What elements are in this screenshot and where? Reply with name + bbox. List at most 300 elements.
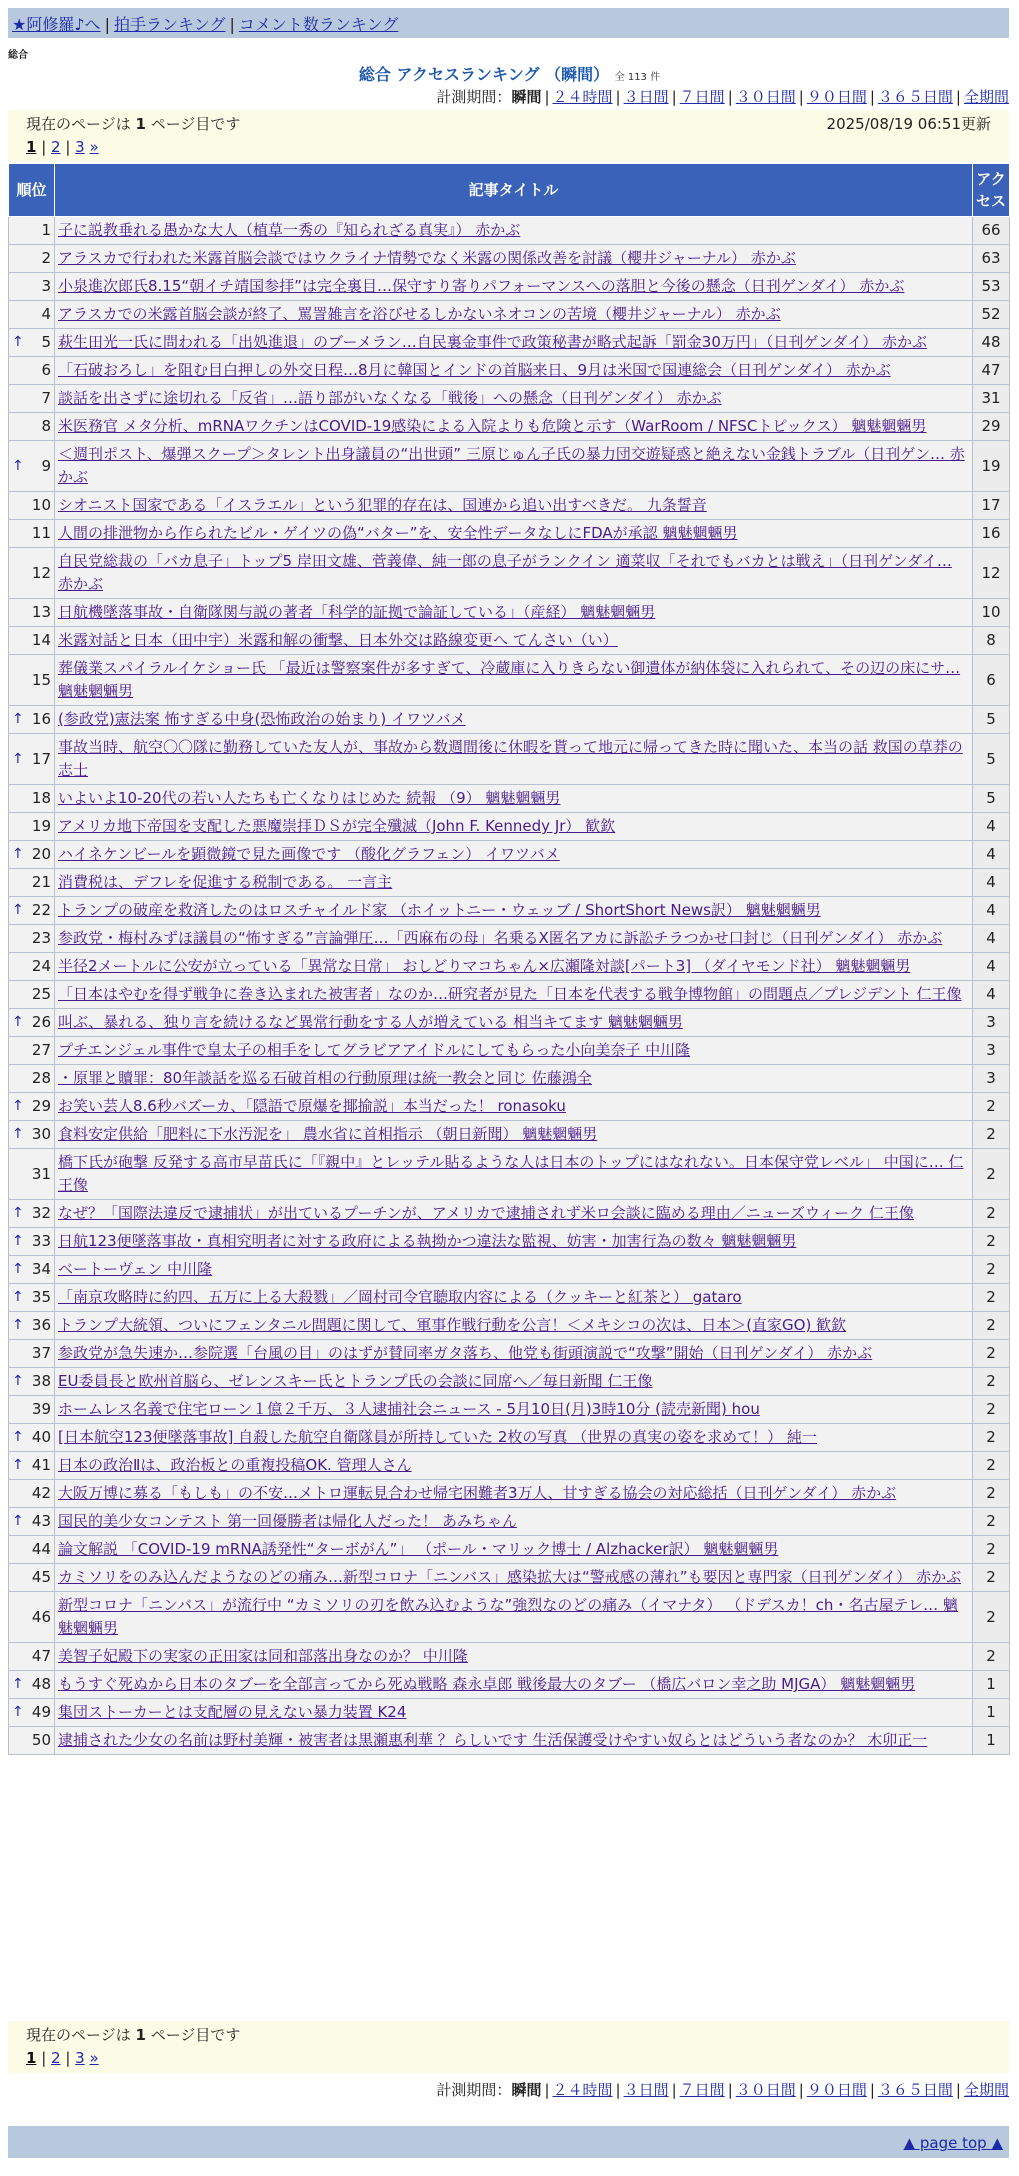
article-link[interactable]: 食料安定供給「肥料に下水汚泥を」 農水省に首相指示 （朝日新聞） 魑魅魍魎男 (58, 1125, 598, 1143)
title-cell (55, 813, 973, 841)
period-separator: | (955, 2081, 961, 2099)
access-count: 3 (973, 1009, 1010, 1037)
period-link[interactable]: ９０日間 (806, 2081, 867, 2099)
title-cell (55, 785, 973, 813)
rank-number: 11 (31, 524, 51, 542)
access-count: 10 (973, 599, 1010, 627)
rank-cell (9, 441, 55, 492)
rank-up-arrow-icon: ↑ (12, 1261, 24, 1277)
title-cell (55, 1508, 973, 1536)
pagination (26, 2049, 991, 2067)
access-count: 4 (973, 841, 1010, 869)
title-cell (55, 655, 973, 706)
rank-cell (9, 1368, 55, 1396)
access-count: 4 (973, 925, 1010, 953)
rank-number: 34 (31, 1260, 51, 1278)
rank-up-arrow-icon: ↑ (12, 334, 24, 350)
pagination-page-link[interactable]: 3 (75, 138, 85, 156)
period-separator: | (798, 88, 804, 106)
article-link[interactable]: 消費税は、デフレを促進する税制である。 一言主 (58, 873, 393, 891)
rank-up-arrow-icon: ↑ (12, 1704, 24, 1720)
rank-cell (9, 785, 55, 813)
access-count: 4 (973, 897, 1010, 925)
rank-cell (9, 301, 55, 329)
table-row (9, 734, 1010, 785)
rank-cell (9, 1200, 55, 1228)
nav-separator: | (104, 15, 110, 34)
article-link[interactable]: 逮捕された少女の名前は野村美輝・被害者は黒瀬惠利華 ？らしいです 生活保護受けやすい奴らとはどういう者なのか？ 木卯正一 (58, 1731, 928, 1749)
period-link[interactable]: ３６５日間 (877, 88, 953, 106)
period-separator: | (727, 88, 733, 106)
comment-ranking-link[interactable]: コメント数ランキング (238, 15, 399, 34)
table-row (9, 1671, 1010, 1699)
current-page-number: 1 (135, 115, 146, 133)
updated-timestamp: 2025/08/19 06:51更新 (826, 115, 991, 133)
nav-separator: | (229, 15, 235, 34)
table-row (9, 841, 1010, 869)
rank-cell (9, 1480, 55, 1508)
access-column-header: アクセス (973, 164, 1010, 217)
article-link[interactable]: 米露対話と日本（田中宇）米露和解の衝撃、日本外交は路線変更へ てんさい（い） (58, 631, 618, 649)
title-cell (55, 357, 973, 385)
table-row (9, 217, 1010, 245)
rank-up-arrow-icon: ↑ (12, 711, 24, 727)
access-count: 19 (973, 441, 1010, 492)
article-link[interactable]: 葬儀業スパイラルイケショー氏 「最近は警察案件が多すぎて、冷蔵庫に入りきらない御遺体が納体袋に入れられて、その辺の床にサ… 魑魅魍魎男 (58, 659, 961, 700)
table-row (9, 1093, 1010, 1121)
table-row (9, 273, 1010, 301)
article-link[interactable]: ベートーヴェン 中川隆 (58, 1260, 213, 1278)
article-link[interactable]: 「日本はやむを得ず戦争に巻き込まれた被害者」なのか…研究者が見た「日本を代表する戦争博物館」の問題点／プレジデント 仁王像 (58, 985, 962, 1003)
rank-number: 1 (41, 221, 51, 239)
access-count: 2 (973, 1312, 1010, 1340)
rank-number: 26 (31, 1013, 51, 1031)
rank-number: 47 (31, 1647, 51, 1665)
article-link[interactable]: [日本航空123便墜落事故] 自殺した航空自衛隊員が所持していた 2枚の写真 （世界の真実の姿を求めて！） 純一 (58, 1428, 817, 1446)
period-link[interactable]: ３日間 (623, 88, 669, 106)
rank-cell (9, 1727, 55, 1755)
article-link[interactable]: 談話を出さずに途切れる「反省」…語り部がいなくなる「戦後」への懸念（日刊ゲンダイ） 赤かぶ (58, 389, 722, 407)
current-page-number: 1 (135, 2026, 146, 2044)
rank-number: 14 (31, 631, 51, 649)
rank-number: 46 (31, 1607, 51, 1626)
rank-number: 35 (31, 1288, 51, 1306)
rank-number: 16 (31, 710, 51, 728)
article-link[interactable]: 子に説教垂れる愚かな大人（植草一秀の『知られざる真実』） 赤かぶ (58, 221, 521, 239)
rank-number: 28 (31, 1069, 51, 1087)
article-link[interactable]: トランプの破産を救済したのはロスチャイルド家 （ホイットニー・ウェッブ / ShortShort News訳） 魑魅魍魎男 (58, 901, 821, 919)
access-count: 2 (973, 1121, 1010, 1149)
article-link[interactable]: ホームレス名義で住宅ローン１億２千万、３人逮捕社会ニュース - 5月10日(月)3時10分 (読売新聞) hou (58, 1400, 760, 1418)
title-cell (55, 1564, 973, 1592)
period-link[interactable]: 全期間 (963, 2081, 1009, 2099)
rank-number: 9 (41, 456, 51, 475)
title-cell (55, 245, 973, 273)
rank-number: 36 (31, 1316, 51, 1334)
rank-up-arrow-icon: ↑ (12, 1233, 24, 1249)
title-cell (55, 599, 973, 627)
rank-up-arrow-icon: ↑ (12, 1289, 24, 1305)
rank-number: 32 (31, 1204, 51, 1222)
title-cell (55, 1312, 973, 1340)
title-cell (55, 841, 973, 869)
title-cell (55, 925, 973, 953)
page-info-bottom (8, 2021, 1009, 2073)
table-row (9, 301, 1010, 329)
rank-number: 31 (31, 1164, 51, 1183)
article-link[interactable]: 新型コロナ「ニンバス」が流行中 “カミソリの刃を飲み込むような”強烈なのどの痛み（イマナタ） （ドデスカ！ch・名古屋テレ… 魑魅魍魎男 (58, 1596, 958, 1637)
article-link[interactable]: (参政党)憲法案 怖すぎる中身(恐怖政治の始まり) イワツバメ (58, 710, 466, 728)
title-cell (55, 706, 973, 734)
rank-cell (9, 953, 55, 981)
footer-bar (8, 2126, 1009, 2158)
table-row (9, 1396, 1010, 1424)
title-cell (55, 1149, 973, 1200)
rank-number: 23 (31, 929, 51, 947)
table-row (9, 1699, 1010, 1727)
rank-number: 39 (31, 1400, 51, 1418)
article-link[interactable]: 日航123便墜落事故・真相究明者に対する政府による執拗かつ違法な監視、妨害・加害行為の数々 魑魅魍魎男 (58, 1232, 797, 1250)
period-link[interactable]: ９０日間 (806, 88, 867, 106)
rank-number: 12 (31, 563, 51, 582)
top-navigation-bar (8, 8, 1009, 38)
access-count: 4 (973, 869, 1010, 897)
article-link[interactable]: アラスカでの米露首脳会談が終了、罵詈雑言を浴びせるしかないネオコンの苦境（櫻井ジャーナル） 赤かぶ (58, 305, 781, 323)
period-current: 瞬間 (511, 2081, 542, 2099)
period-link[interactable]: ２４時間 (552, 2081, 613, 2099)
access-count: 3 (973, 1037, 1010, 1065)
title-cell (55, 1536, 973, 1564)
category-label: 総合 (8, 50, 28, 61)
rank-column-header: 順位 (9, 164, 55, 217)
period-separator: | (869, 2081, 875, 2099)
access-count: 2 (973, 1564, 1010, 1592)
article-link[interactable]: ・原罪と贖罪：80年談話を巡る石破首相の行動原理は統一教会と同じ 佐藤鴻全 (58, 1069, 592, 1087)
title-column-header: 記事タイトル (55, 164, 973, 217)
rank-cell (9, 1592, 55, 1643)
rank-number: 18 (31, 789, 51, 807)
table-row (9, 1149, 1010, 1200)
rank-cell (9, 1149, 55, 1200)
period-link[interactable]: ３日間 (623, 2081, 669, 2099)
access-count: 2 (973, 1643, 1010, 1671)
table-row (9, 520, 1010, 548)
access-count: 2 (973, 1093, 1010, 1121)
title-cell (55, 1200, 973, 1228)
title-cell (55, 413, 973, 441)
table-row (9, 1592, 1010, 1643)
article-link[interactable]: 橋下氏が砲撃 反発する高市早苗氏に「『親中』とレッテル貼るような人は日本のトップにはなれない。日本保守党レベル」 中国に… 仁王像 (58, 1153, 964, 1194)
rank-number: 7 (41, 389, 51, 407)
access-count: 47 (973, 357, 1010, 385)
article-link[interactable]: 事故当時、航空〇〇隊に勤務していた友人が、事故から数週間後に休暇を貰って地元に帰ってきた時に聞いた、本当の話 救国の草莽の志士 (58, 738, 963, 779)
title-cell (55, 1592, 973, 1643)
period-separator: | (544, 88, 550, 106)
rank-number: 30 (31, 1125, 51, 1143)
table-row (9, 1564, 1010, 1592)
page-status-row (26, 113, 991, 134)
rank-number: 4 (41, 305, 51, 323)
pagination-page-link[interactable]: 2 (51, 2049, 61, 2067)
article-link[interactable]: 小泉進次郎氏8.15“朝イチ靖国参拝”は完全裏目…保守すり寄りパフォーマンスへの落胆と今後の懸念（日刊ゲンダイ） 赤かぶ (58, 277, 905, 295)
access-count: 2 (973, 1396, 1010, 1424)
table-row (9, 785, 1010, 813)
period-separator: | (615, 88, 621, 106)
access-count: 4 (973, 813, 1010, 841)
access-count: 5 (973, 785, 1010, 813)
page-top-link[interactable]: ▲ page top ▲ (903, 2134, 1003, 2152)
rank-cell (9, 492, 55, 520)
article-link[interactable]: 「南京攻略時に約四、五万に上る大殺戮」／岡村司令官聴取内容による（クッキーと紅茶と） gataro (58, 1288, 742, 1306)
table-row (9, 1121, 1010, 1149)
period-link[interactable]: ３０日間 (735, 88, 796, 106)
rank-number: 13 (31, 603, 51, 621)
table-row (9, 655, 1010, 706)
rank-cell (9, 1536, 55, 1564)
pagination-separator: | (36, 2049, 52, 2067)
access-count: 8 (973, 627, 1010, 655)
rank-up-arrow-icon: ↑ (12, 1317, 24, 1333)
table-row (9, 953, 1010, 981)
rank-cell (9, 1037, 55, 1065)
rank-cell (9, 981, 55, 1009)
article-link[interactable]: 日本の政治Ⅱは、政治板との重複投稿OK. 管理人さん (58, 1456, 412, 1474)
table-row (9, 1424, 1010, 1452)
article-link[interactable]: 論文解説 「COVID-19 mRNA誘発性“ターボがん”」 （ポール・マリック博士 / Alzhacker訳） 魑魅魍魎男 (58, 1540, 779, 1558)
table-row (9, 981, 1010, 1009)
title-cell (55, 1368, 973, 1396)
rank-number: 33 (31, 1232, 51, 1250)
title-cell (55, 217, 973, 245)
article-link[interactable]: 日航機墜落事故・自衛隊関与説の著者「科学的証拠で論証している」（産経） 魑魅魍魎男 (58, 603, 656, 621)
rank-up-arrow-icon: ↑ (12, 846, 24, 862)
rank-cell (9, 1093, 55, 1121)
title-cell (55, 548, 973, 599)
table-row (9, 1368, 1010, 1396)
period-separator: | (955, 88, 961, 106)
article-link[interactable]: 美智子妃殿下の実家の正田家は同和部落出身なのか？ 中川隆 (58, 1647, 468, 1665)
rank-number: 24 (31, 957, 51, 975)
page-status-text (26, 113, 240, 134)
access-count: 53 (973, 273, 1010, 301)
rank-number: 19 (31, 817, 51, 835)
rank-cell (9, 734, 55, 785)
period-separator: | (615, 2081, 621, 2099)
article-link[interactable]: 「石破おろし」を阻む目白押しの外交日程…8月に韓国とインドの首脳来日、9月は米国で国連総会（日刊ゲンダイ） 赤かぶ (58, 361, 891, 379)
title-cell (55, 520, 973, 548)
rank-up-arrow-icon: ↑ (12, 1014, 24, 1030)
period-link[interactable]: ７日間 (679, 2081, 725, 2099)
table-row (9, 897, 1010, 925)
table-row (9, 1284, 1010, 1312)
rank-up-arrow-icon: ↑ (12, 457, 24, 474)
period-separator: | (544, 2081, 550, 2099)
article-link[interactable]: アメリカ地下帝国を支配した悪魔崇拝ＤＳが完全殲滅（John F. Kennedy Jr） 歓欽 (58, 817, 616, 835)
rank-up-arrow-icon: ↑ (12, 1205, 24, 1221)
article-link[interactable]: 萩生田光一氏に問われる「出処進退」のブーメラン…自民裏金事件で政策秘書が略式起訴「罰金30万円」（日刊ゲンダイ） 赤かぶ (58, 333, 927, 351)
rank-cell (9, 413, 55, 441)
table-row (9, 1256, 1010, 1284)
rank-cell (9, 329, 55, 357)
access-count: 2 (973, 1228, 1010, 1256)
period-link[interactable]: ３６５日間 (877, 2081, 953, 2099)
period-link[interactable]: ３０日間 (735, 2081, 796, 2099)
rank-number: 29 (31, 1097, 51, 1115)
ranking-count: 全 113 件 (614, 72, 661, 83)
table-row (9, 329, 1010, 357)
table-row (9, 925, 1010, 953)
article-link[interactable]: 集団ストーカーとは支配層の見えない暴力装置 K24 (58, 1703, 407, 1721)
access-count: 29 (973, 413, 1010, 441)
access-count: 2 (973, 1508, 1010, 1536)
table-header-row (9, 164, 1010, 217)
rank-number: 17 (31, 749, 51, 768)
article-link[interactable]: アラスカで行われた米露首脳会談ではウクライナ情勢でなく米露の関係改善を討議（櫻井ジャーナル） 赤かぶ (58, 249, 796, 267)
rank-up-arrow-icon: ↑ (12, 1098, 24, 1114)
title-cell (55, 1093, 973, 1121)
access-count: 4 (973, 953, 1010, 981)
title-cell (55, 627, 973, 655)
access-count: 2 (973, 1536, 1010, 1564)
rank-number: 3 (41, 277, 51, 295)
rank-number: 41 (31, 1456, 51, 1474)
rank-cell (9, 1228, 55, 1256)
pagination-current-page: 1 (26, 138, 37, 156)
rank-number: 49 (31, 1703, 51, 1721)
title-cell (55, 897, 973, 925)
rank-cell (9, 273, 55, 301)
period-link[interactable]: ２４時間 (552, 88, 613, 106)
period-current: 瞬間 (511, 88, 542, 106)
article-link[interactable]: 人間の排泄物から作られたビル・ゲイツの偽“バター”を、安全性データなしにFDAが承認 魑魅魍魎男 (58, 524, 738, 542)
article-link[interactable]: 半径2メートルに公安が立っている「異常な日常」 おしどりマコちゃん×広瀬隆対談[パート3] （ダイヤモンド社） 魑魅魍魎男 (58, 957, 911, 975)
title-cell (55, 953, 973, 981)
rank-cell (9, 1340, 55, 1368)
period-link[interactable]: 全期間 (963, 88, 1009, 106)
rank-number: 25 (31, 985, 51, 1003)
article-link[interactable]: 叫ぶ、暴れる、独り言を続けるなど異常行動をする人が増えている 相当キてます 魑魅魍魎男 (58, 1013, 683, 1031)
pagination-separator: | (60, 2049, 76, 2067)
access-count: 12 (973, 548, 1010, 599)
article-link[interactable]: なぜ？「国際法違反で逮捕状」が出ているプーチンが、アメリカで逮捕されず米ロ会談に臨める理由／ニューズウィーク 仁王像 (58, 1204, 914, 1222)
title-cell (55, 1727, 973, 1755)
pagination-next-link[interactable]: » (89, 2049, 99, 2067)
access-count: 1 (973, 1699, 1010, 1727)
table-row (9, 813, 1010, 841)
rank-cell (9, 1065, 55, 1093)
article-link[interactable]: いよいよ10-20代の若い人たちも亡くなりはじめた 続報 （9） 魑魅魍魎男 (58, 789, 561, 807)
rank-number: 43 (31, 1512, 51, 1530)
title-cell (55, 1009, 973, 1037)
pagination-next-link[interactable]: » (89, 138, 99, 156)
rank-up-arrow-icon: ↑ (12, 750, 24, 767)
period-separator: | (798, 2081, 804, 2099)
table-row (9, 413, 1010, 441)
access-count: 2 (973, 1256, 1010, 1284)
table-row (9, 1727, 1010, 1755)
article-link[interactable]: トランプ大統領、ついにフェンタニル問題に関して、軍事作戦行動を公言！＜メキシコの次は、日本＞(直家GO) 歓欽 (58, 1316, 847, 1334)
article-link[interactable]: シオニスト国家である「イスラエル」という犯罪的存在は、国連から追い出すべきだ。 九条誓音 (58, 496, 707, 514)
article-link[interactable]: 米医務官 メタ分析、mRNAワクチンはCOVID-19感染による入院よりも危険と示す（WarRoom / NFSCトピックス） 魑魅魍魎男 (58, 417, 927, 435)
rank-up-arrow-icon: ↑ (12, 1373, 24, 1389)
table-row (9, 627, 1010, 655)
article-link[interactable]: 国民的美少女コンテスト 第一回優勝者は帰化人だった！ あみちゃん (58, 1512, 517, 1530)
access-count: 63 (973, 245, 1010, 273)
article-link[interactable]: ＜週刊ポスト、爆弾スクープ＞タレント出身議員の“出世頭” 三原じゅん子氏の暴力団交遊疑惑と絶えない金銭トラブル（日刊ゲン… 赤かぶ (58, 445, 965, 486)
rank-cell (9, 897, 55, 925)
period-separator: | (869, 88, 875, 106)
clap-ranking-link[interactable]: 拍手ランキング (113, 15, 226, 34)
table-row (9, 492, 1010, 520)
rank-cell (9, 1121, 55, 1149)
table-row (9, 1037, 1010, 1065)
article-link[interactable]: 自民党総裁の「バカ息子」トップ5 岸田文雄、菅義偉、純一郎の息子がランクイン 適菜収「それでもバカとは戦え」（日刊ゲンダイ… 赤かぶ (58, 552, 952, 593)
access-count: 3 (973, 1065, 1010, 1093)
article-link[interactable]: プチエンジェル事件で皇太子の相手をしてグラビアアイドルにしてもらった小向美奈子 中川隆 (58, 1041, 691, 1059)
title-cell (55, 273, 973, 301)
table-row (9, 1452, 1010, 1480)
pagination-page-link[interactable]: 2 (51, 138, 61, 156)
rank-number: 48 (31, 1675, 51, 1693)
table-row (9, 357, 1010, 385)
rank-number: 27 (31, 1041, 51, 1059)
rank-number: 42 (31, 1484, 51, 1502)
article-link[interactable]: もうすぐ死ぬから日本のタブーを全部言ってから死ぬ戦略 森永卓郎 戦後最大のタブー （橋広バロン幸之助 MJGA） 魑魅魍魎男 (58, 1675, 916, 1693)
article-link[interactable]: EU委員長と欧州首脳ら、ゼレンスキー氏とトランプ氏の会談に同席へ／毎日新聞 仁王像 (58, 1372, 653, 1390)
article-link[interactable]: 参政党・梅村みずほ議員の“怖すぎる”言論弾圧…「西麻布の母」名乗るX匿名アカに訴訟チラつかせ口封じ（日刊ゲンダイ） 赤かぶ (58, 929, 943, 947)
article-link[interactable]: 参政党が急失速か…参院選「台風の目」のはずが賛同率ガタ落ち、他党も街頭演説で“攻撃”開始（日刊ゲンダイ） 赤かぶ (58, 1344, 873, 1362)
title-cell (55, 1699, 973, 1727)
article-link[interactable]: お笑い芸人8.6秒バズーカ、「隠語で原爆を揶揄説」本当だった！ ronasoku (58, 1097, 566, 1115)
home-link[interactable]: ★阿修羅♪へ (12, 15, 101, 34)
access-count: 17 (973, 492, 1010, 520)
period-label: 計測期間： (436, 88, 512, 106)
table-row (9, 441, 1010, 492)
title-cell (55, 329, 973, 357)
rank-up-arrow-icon: ↑ (12, 1429, 24, 1445)
rank-cell (9, 1508, 55, 1536)
rank-cell (9, 627, 55, 655)
pagination-page-link[interactable]: 3 (75, 2049, 85, 2067)
access-count: 2 (973, 1424, 1010, 1452)
article-link[interactable]: 大阪万博に募る「もしも」の不安…メトロ運転見合わせ帰宅困難者3万人、甘すぎる協会の対応総括（日刊ゲンダイ） 赤かぶ (58, 1484, 897, 1502)
period-link[interactable]: ７日間 (679, 88, 725, 106)
access-count: 31 (973, 385, 1010, 413)
access-count: 5 (973, 734, 1010, 785)
article-link[interactable]: ハイネケンビールを顕微鏡で見た画像です （酸化グラフェン） イワツバメ (58, 845, 560, 863)
table-row (9, 1009, 1010, 1037)
title-cell (55, 1340, 973, 1368)
article-link[interactable]: カミソリをのみ込んだようなのどの痛み…新型コロナ「ニンバス」感染拡大は“警戒感の薄れ”も要因と専門家（日刊ゲンダイ） 赤かぶ (58, 1568, 962, 1586)
title-cell (55, 981, 973, 1009)
title-cell (55, 1121, 973, 1149)
rank-number: 44 (31, 1540, 51, 1558)
rank-cell (9, 1284, 55, 1312)
table-row (9, 1536, 1010, 1564)
ranking-title: 総合 アクセスランキング （瞬間） (358, 65, 610, 84)
pagination-separator: | (60, 138, 76, 156)
page-info-top (8, 110, 1009, 162)
page-status-before: 現在のページは (26, 2026, 131, 2044)
title-cell (55, 734, 973, 785)
rank-cell (9, 520, 55, 548)
title-cell (55, 1037, 973, 1065)
rank-cell (9, 813, 55, 841)
title-cell (55, 869, 973, 897)
access-count: 2 (973, 1200, 1010, 1228)
table-row (9, 548, 1010, 599)
table-row (9, 1065, 1010, 1093)
